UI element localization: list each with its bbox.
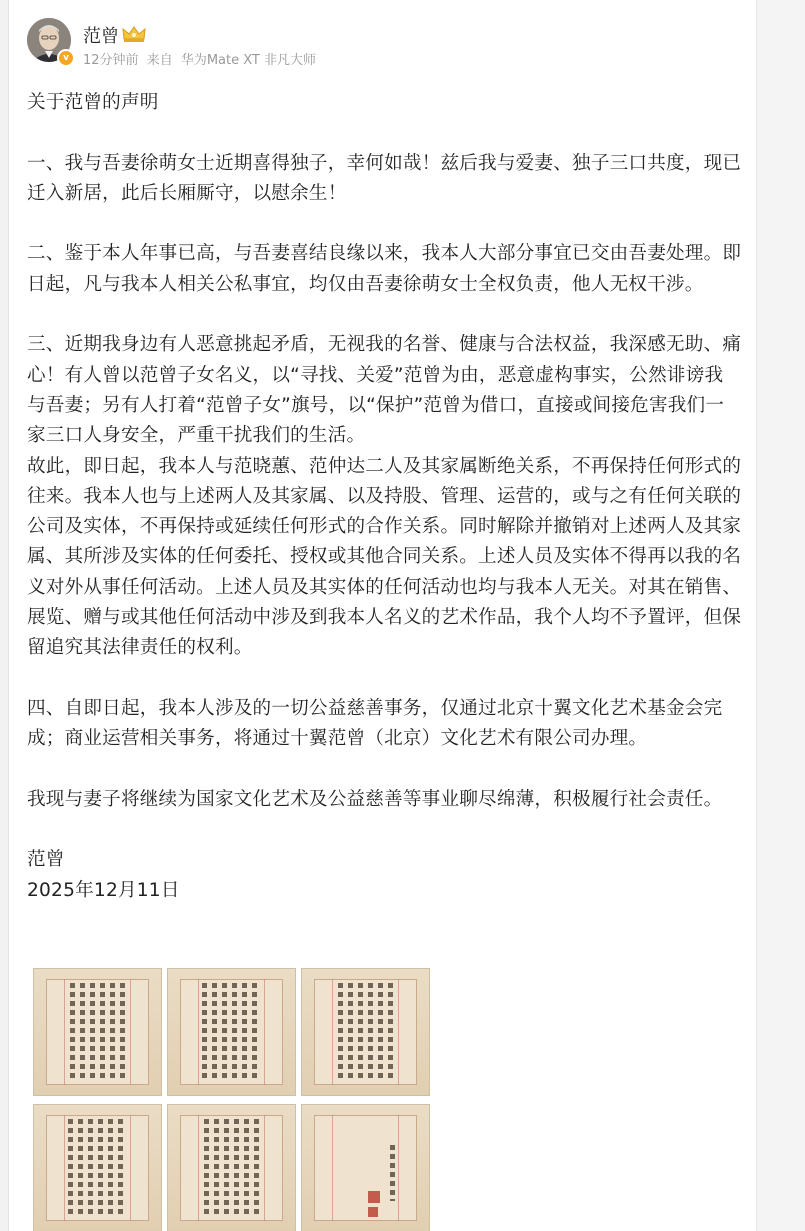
statement-paragraph-5: 我现与妻子将继续为国家文化艺术及公益慈善等事业聊尽绵薄，积极履行社会责任。	[27, 788, 723, 810]
image-thumb-6[interactable]	[301, 1104, 430, 1231]
weibo-post-card	[8, 0, 757, 1231]
calligraphy-page-icon	[46, 979, 149, 1085]
calligraphy-page-icon	[314, 979, 417, 1085]
statement-paragraph-1: 一、我与吾妻徐萌女士近期喜得独子，幸何如哉！兹后我与爱妻、独子三口共度，现已迁入新居，此后长厢厮守，以慰余生！	[27, 152, 742, 204]
statement-date: 2025年12月11日	[27, 879, 180, 901]
statement-title: 关于范曾的声明	[27, 92, 159, 113]
image-thumb-4[interactable]	[33, 1104, 162, 1231]
seal-stamp-icon	[368, 1191, 380, 1203]
statement-signature: 范曾	[27, 849, 65, 871]
post-source[interactable]: 华为Mate XT 非凡大师	[180, 53, 317, 68]
seal-stamp-icon	[368, 1207, 378, 1217]
post-meta	[83, 49, 320, 68]
image-thumb-2[interactable]	[167, 968, 296, 1096]
statement-paragraph-3b: 故此，即日起，我本人与范晓蕙、范仲达二人及其家属断绝关系，不再保持任何形式的往来。我本人也与上述两人及其家属、以及持股、管理、运营的，或与之有任何关联的公司及实体，不再保持或延续任何形式的合作关系。同时解除并撤销对上述两人及其家属、其所涉及实体的任何委托、授权或其他合同关系。上述人员及实体不得再以我的名义对外从事任何活动。上述人员及其实体的任何活动也均与我本人无关。对其在销售、展览、赠与或其他任何活动中涉及到我本人名义的艺术作品，我个人均不予置评，但保留追究其法律责任的权利。	[27, 455, 742, 659]
statement-paragraph-4: 四、自即日起，我本人涉及的一切公益慈善事务，仅通过北京十翼文化艺术基金会完成；商业运营相关事务，将通过十翼范曾（北京）文化艺术有限公司办理。	[27, 697, 723, 750]
image-thumb-3[interactable]	[301, 968, 430, 1096]
image-thumb-5[interactable]	[167, 1104, 296, 1231]
statement-paragraph-3: 三、近期我身边有人恶意挑起矛盾，无视我的名誉、健康与合法权益，我深感无助、痛心！有人曾以范曾子女名义，以“寻找、关爱”范曾为由，恶意虚构事实，公然诽谤我与吾妻；另有人打着“范曾子女”旗号，以“保护”范曾为借口，直接或间接危害我们一家三口人身安全，严重干扰我们的生活。	[27, 334, 742, 447]
page-margin	[757, 0, 805, 1231]
post-source-prefix: 来自	[146, 53, 173, 68]
verified-badge-icon: v	[57, 49, 75, 67]
post-time[interactable]: 12分钟前	[83, 53, 139, 68]
calligraphy-page-icon	[180, 1115, 283, 1221]
statement-paragraph-2: 二、鉴于本人年事已高，与吾妻喜结良缘以来，我本人大部分事宜已交由吾妻处理。即日起，凡与我本人相关公私事宜，均仅由吾妻徐萌女士全权负责，他人无权干涉。	[27, 243, 742, 295]
crown-badge-icon[interactable]	[121, 24, 147, 44]
image-thumb-1[interactable]	[33, 968, 162, 1096]
author-name[interactable]: 范曾	[83, 26, 119, 47]
calligraphy-page-icon	[314, 1115, 417, 1221]
post-body	[27, 88, 742, 906]
